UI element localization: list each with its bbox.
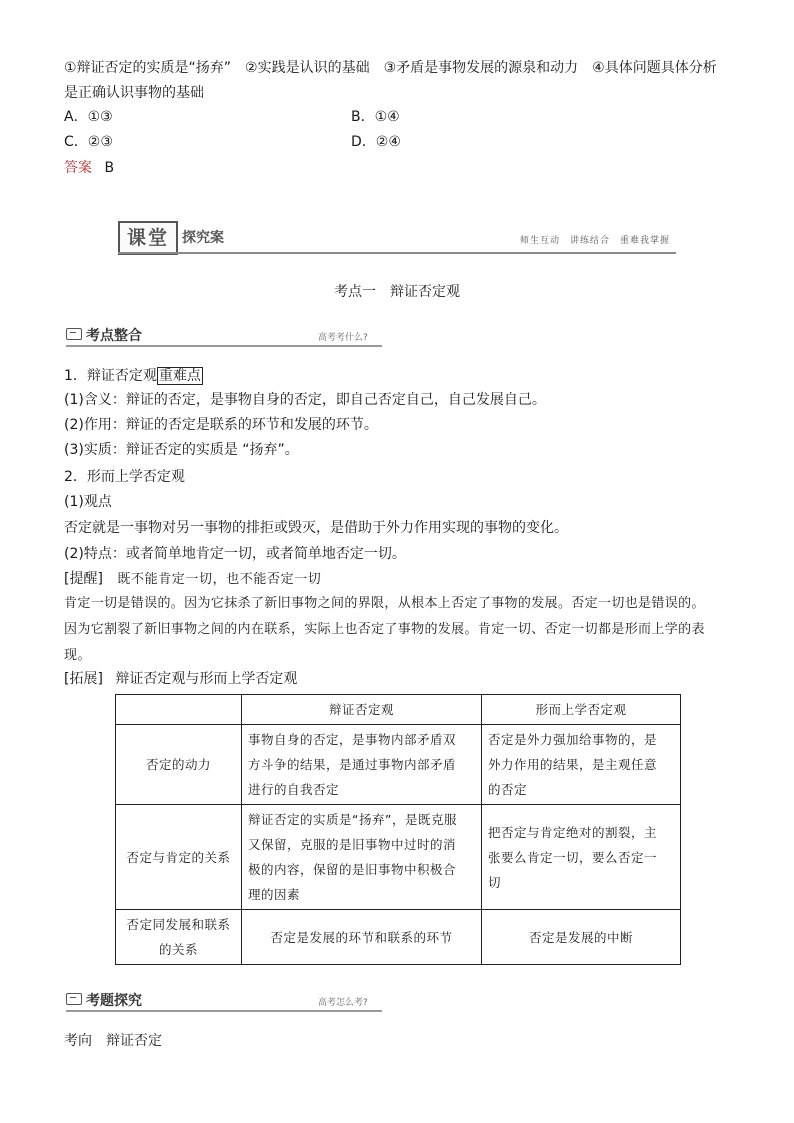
answer-label: 答案 [64,160,92,176]
cell-line: 进行的自我否定 [248,782,340,797]
cell-line: 否定是外力强加给事物的，是 [488,732,658,747]
kaoxiang-line: 考向 辩证否定 [64,1033,162,1049]
cell-line: 的否定 [488,782,528,797]
banner-divider [118,252,676,254]
table-header-empty [116,695,242,725]
banner-title: 探究案 [182,230,224,246]
table-row [116,725,681,805]
cell-dialectical [242,805,482,910]
cell-metaphysical: 否定是发展的中断 [482,910,681,965]
point-1-text: 1．辩证否定观 [64,368,157,384]
table-row [116,910,681,965]
cell-line: 又保留，克服的是旧事物中过时的消 [248,837,457,852]
extension-title: 辩证否定观与形而上学否定观 [115,671,298,687]
section-title: 考点整合 [86,328,142,344]
option-d: D．②④ [351,134,401,150]
cell-line: 辩证否定的实质是“扬弃”，是既克服 [248,812,457,827]
point-2b: (2)特点：或者简单地肯定一切，或者简单地否定一切。 [64,546,406,562]
cell-line: 极的内容，保留的是旧事物中积极合 [248,862,457,877]
option-b: B．①④ [351,109,400,125]
point-1a: (1)含义：辩证的否定，是事物自身的否定，即自己否定自己，自己发展自己。 [64,392,546,408]
banner-subtitle: 师生互动 讲练结合 重难我掌握 [519,236,670,246]
extension-heading [64,669,297,689]
section-title: 考题探究 [86,993,142,1009]
tip-title: 既不能肯定一切，也不能否定一切 [117,572,322,587]
cell-line: 把否定与肯定绝对的割裂，主 [488,824,658,840]
row-label: 否定与肯定的关系 [116,805,242,910]
tip-line1: 肯定一切是错误的。因为它抹杀了新旧事物之间的界限，从根本上否定了事物的发展。否定一切也是错误的。 [64,596,705,611]
section-hint: 高考考什么? [318,333,368,343]
section-hint: 高考怎么考? [318,998,368,1008]
kaodian-title: 考点一 辩证否定观 [334,284,460,300]
table-header-metaphysical: 形而上学否定观 [482,695,681,725]
question-stem-line1: ①辩证否定的实质是“扬弃” ②实践是认识的基础 ③矛盾是事物发展的源泉和动力 ④具体问题具体分析 [64,60,717,76]
eye-icon [66,328,82,340]
point-2a: (1)观点 [64,494,112,510]
row-label: 否定的动力 [116,725,242,805]
option-c: C．②③ [64,134,113,150]
section-divider [66,1010,382,1012]
tip-line2: 因为它割裂了新旧事物之间的内在联系，实际上也否定了事物的发展。肯定一切、否定一切都是形而上学的表 [64,622,705,637]
section-header-exam [66,990,382,1012]
cell-line: 张要么肯定一切，要么否定一 [488,849,658,865]
row-label [116,910,242,965]
table-header-row [116,695,681,725]
cell-line: 事物自身的否定，是事物内部矛盾双 [248,732,457,747]
cell-line: 的关系 [158,942,198,957]
key-point-tag: 重难点 [158,368,201,384]
tip-heading [64,569,321,590]
answer-value: B [104,160,115,176]
section-header-integration [66,325,382,347]
comparison-table [115,694,681,965]
cell-line: 切 [488,874,502,890]
point-2a-text: 否定就是一事物对另一事物的排拒或毁灭，是借助于外力作用实现的事物的变化。 [64,520,568,536]
cell-metaphysical [482,805,681,910]
cell-dialectical [242,725,482,805]
banner-box: 课堂 [118,221,178,255]
question-stem-line2: 是正确认识事物的基础 [64,85,204,101]
cell-line: 理的因素 [248,887,301,902]
section-divider [66,345,382,347]
section-banner [118,221,676,256]
option-a: A．①③ [64,109,113,125]
cell-dialectical: 否定是发展的环节和联系的环节 [242,910,482,965]
point-1c: (3)实质：辩证否定的实质是 “扬弃”。 [64,442,299,458]
tip-label: [提醒] [64,571,103,587]
cell-metaphysical [482,725,681,805]
table-row [116,805,681,910]
cell-line: 否定同发展和联系 [126,917,231,932]
eye-icon [66,993,82,1005]
cell-line: 方斗争的结果，是通过事物内部矛盾 [248,757,457,772]
point-1 [64,366,203,386]
extension-label: [拓展] [64,671,103,687]
answer-line [64,158,114,178]
cell-line: 外力作用的结果，是主观任意 [488,757,658,772]
point-2: 2．形而上学否定观 [64,469,185,485]
point-1b: (2)作用：辩证的否定是联系的环节和发展的环节。 [64,417,378,433]
table-header-dialectical: 辩证否定观 [242,695,482,725]
tip-line3: 现。 [64,648,92,663]
